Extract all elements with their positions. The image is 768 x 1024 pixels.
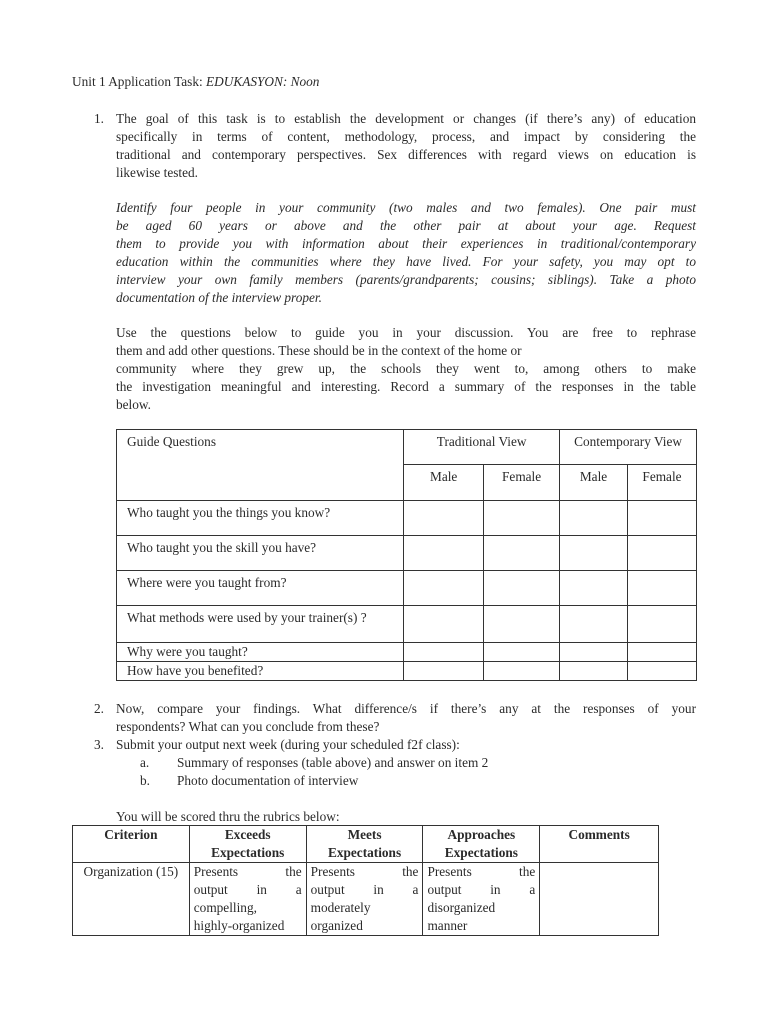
cell-line: highly-organized (193, 918, 285, 933)
answer-cell[interactable] (404, 643, 484, 662)
item-3-text: Submit your output next week (during your scheduled f2f class): (116, 737, 460, 752)
rubric-criterion-cell: Organization (15) (73, 863, 190, 936)
item-1-paragraph-2 (116, 199, 696, 307)
table-row (117, 501, 697, 536)
answer-cell[interactable] (404, 571, 484, 606)
answer-cell[interactable] (484, 606, 560, 643)
cell-line: compelling, (193, 900, 257, 915)
answer-cell[interactable] (627, 662, 696, 681)
item-1-paragraph-3 (116, 324, 696, 414)
question-cell: What methods were used by your trainer(s) ? (117, 606, 404, 643)
table-row (117, 571, 697, 606)
answer-cell[interactable] (560, 643, 628, 662)
item-3-number: 3. (94, 737, 104, 752)
subitem-b-marker: b. (140, 773, 150, 788)
paragraph-line: community where they grew up, the schools they went to, among others to make (116, 361, 696, 376)
item-1-number: 1. (94, 111, 104, 126)
cell-line: disorganized (427, 900, 496, 915)
paragraph-line: documentation of the interview proper. (116, 290, 322, 305)
paragraph-line: education within the communities where they have lived. For your safety, you may opt to (116, 254, 696, 269)
answer-cell[interactable] (627, 536, 696, 571)
answer-cell[interactable] (560, 501, 628, 536)
subitem-a-text: Summary of responses (table above) and answer on item 2 (177, 755, 489, 770)
rubric-header-criterion: Criterion (73, 826, 190, 863)
rubric-header-meets: Meets Expectations (306, 826, 423, 863)
rubric-intro: You will be scored thru the rubrics below: (116, 809, 340, 824)
rubric-header-approaches: Approaches Expectations (423, 826, 540, 863)
answer-cell[interactable] (484, 501, 560, 536)
answer-cell[interactable] (627, 643, 696, 662)
paragraph-line: Use the questions below to guide you in your discussion. You are free to rephrase (116, 325, 696, 340)
paragraph-line: The goal of this task is to establish the development or changes (if there’s any) of education (116, 111, 696, 126)
answer-cell[interactable] (560, 606, 628, 643)
paragraph-line: traditional and contemporary perspectives. Sex differences with regard views on education is (116, 147, 696, 162)
item-1-paragraph-1 (116, 110, 696, 182)
table-row (117, 606, 697, 643)
answer-cell[interactable] (627, 606, 696, 643)
traditional-view-header: Traditional View (404, 430, 560, 465)
paragraph-line: Identify four people in your community (two males and two females). One pair must (116, 200, 696, 215)
cell-line: Presents the (193, 864, 302, 879)
question-cell: How have you benefited? (117, 662, 404, 681)
paragraph-line: them and add other questions. These should be in the context of the home or (116, 343, 522, 358)
paragraph-line: specifically in terms of content, methodology, process, and impact by considering the (116, 129, 696, 144)
contemporary-male-header: Male (560, 465, 628, 501)
rubric-exceeds-cell (189, 863, 306, 936)
paragraph-line: below. (116, 397, 151, 412)
answer-cell[interactable] (560, 662, 628, 681)
cell-line: output in a (427, 882, 536, 897)
answer-cell[interactable] (484, 643, 560, 662)
cell-line: organized (310, 918, 363, 933)
answer-cell[interactable] (404, 662, 484, 681)
contemporary-view-header: Contemporary View (560, 430, 697, 465)
answer-cell[interactable] (627, 571, 696, 606)
cell-line: output in a (193, 882, 302, 897)
rubric-approaches-cell (423, 863, 540, 936)
cell-line: output in a (310, 882, 419, 897)
title-italic: EDUKASYON: Noon (206, 74, 320, 89)
rubric-comments-cell[interactable] (540, 863, 659, 936)
question-cell: Who taught you the things you know? (117, 501, 404, 536)
guide-questions-header: Guide Questions (117, 430, 404, 501)
guide-questions-table (116, 429, 697, 681)
answer-cell[interactable] (560, 536, 628, 571)
title-prefix: Unit 1 Application Task: (72, 74, 207, 89)
traditional-female-header: Female (484, 465, 560, 501)
answer-cell[interactable] (627, 501, 696, 536)
answer-cell[interactable] (404, 606, 484, 643)
paragraph-line: Now, compare your findings. What difference/s if there’s any at the responses of your (116, 701, 696, 716)
paragraph-line: the investigation meaningful and interesting. Record a summary of the responses in the table (116, 379, 696, 394)
table-row (73, 863, 659, 936)
cell-line: manner (427, 918, 468, 933)
rubric-meets-cell (306, 863, 423, 936)
page-title (72, 73, 319, 91)
answer-cell[interactable] (484, 536, 560, 571)
answer-cell[interactable] (404, 536, 484, 571)
question-cell: Who taught you the skill you have? (117, 536, 404, 571)
subitem-b-text: Photo documentation of interview (177, 773, 359, 788)
cell-line: moderately (310, 900, 371, 915)
table-row (117, 643, 697, 662)
paragraph-line: interview your own family members (parents/grandparents; cousins; siblings). Take a photo (116, 272, 696, 287)
answer-cell[interactable] (484, 662, 560, 681)
answer-cell[interactable] (484, 571, 560, 606)
question-cell: Why were you taught? (117, 643, 404, 662)
item-2-text (116, 700, 696, 736)
cell-line: Presents the (427, 864, 536, 879)
answer-cell[interactable] (404, 501, 484, 536)
paragraph-line: be aged 60 years or above and the other pair at about your age. Request (116, 218, 696, 233)
contemporary-female-header: Female (627, 465, 696, 501)
table-row (117, 662, 697, 681)
paragraph-line: likewise tested. (116, 165, 198, 180)
traditional-male-header: Male (404, 465, 484, 501)
rubric-header-comments: Comments (540, 826, 659, 863)
item-2-number: 2. (94, 701, 104, 716)
question-cell: Where were you taught from? (117, 571, 404, 606)
paragraph-line: respondents? What can you conclude from these? (116, 719, 380, 734)
table-row (117, 536, 697, 571)
subitem-a-marker: a. (140, 755, 150, 770)
rubric-header-row (73, 826, 659, 863)
rubric-header-exceeds: Exceeds Expectations (189, 826, 306, 863)
paragraph-line: them to provide you with information about their experiences in traditional/contemporary (116, 236, 696, 251)
rubric-table (72, 825, 659, 936)
answer-cell[interactable] (560, 571, 628, 606)
cell-line: Presents the (310, 864, 419, 879)
